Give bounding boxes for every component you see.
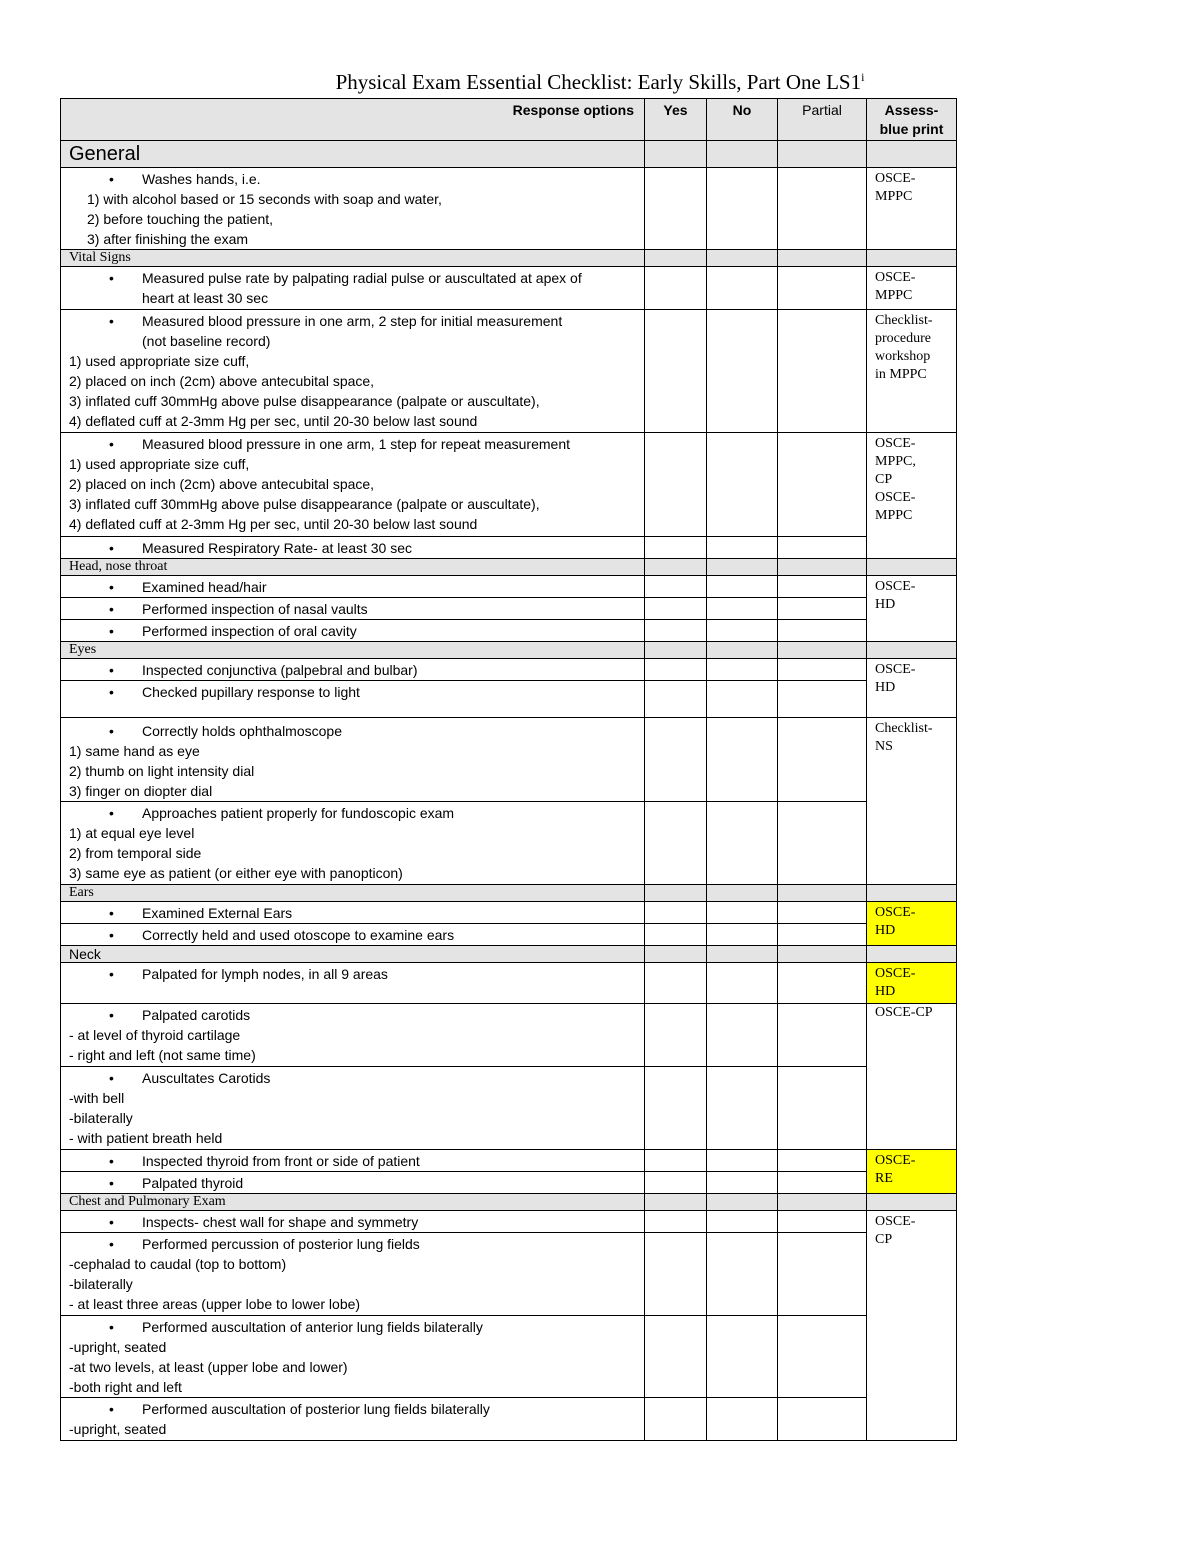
- blueprint-cell: OSCE- MPPC: [867, 168, 957, 250]
- blueprint-cell: OSCE- MPPC, CP OSCE- MPPC: [867, 433, 957, 559]
- table-row: [61, 598, 957, 620]
- yes-checkbox[interactable]: [645, 267, 707, 310]
- blueprint-cell: OSCE- HD: [867, 576, 957, 642]
- blueprint-cell: Checklist- NS: [867, 718, 957, 885]
- yes-checkbox[interactable]: [645, 1150, 707, 1172]
- no-checkbox[interactable]: [707, 902, 778, 924]
- blueprint-cell: OSCE- HD: [867, 902, 957, 946]
- no-checkbox[interactable]: [707, 1150, 778, 1172]
- table-row: [61, 681, 957, 718]
- table-row: [61, 902, 957, 924]
- partial-checkbox[interactable]: [778, 1172, 867, 1194]
- no-checkbox[interactable]: [707, 802, 778, 885]
- blueprint-cell: OSCE- HD: [867, 659, 957, 718]
- item-thyroid-inspect: • Inspected thyroid from front or side of patient: [61, 1150, 645, 1172]
- checklist-table: [60, 98, 957, 1441]
- no-checkbox[interactable]: [707, 310, 778, 433]
- table-row: [61, 576, 957, 598]
- partial-checkbox[interactable]: [778, 310, 867, 433]
- partial-checkbox[interactable]: [778, 598, 867, 620]
- section-chest: Chest and Pulmonary Exam: [61, 1194, 957, 1211]
- item-wash-hands: • Washes hands, i.e. 1) with alcohol based or 15 seconds with soap and water, 2) before touching the patient, 3) after finishing the exam: [61, 168, 645, 250]
- yes-checkbox[interactable]: [645, 620, 707, 642]
- item-auscultates-carotids: • Auscultates Carotids -with bell -bilaterally - with patient breath held: [61, 1067, 645, 1150]
- table-row: [61, 537, 957, 559]
- table-row: [61, 1398, 957, 1441]
- table-row: [61, 802, 957, 885]
- partial-checkbox[interactable]: [778, 802, 867, 885]
- no-checkbox[interactable]: [707, 598, 778, 620]
- page-title: Physical Exam Essential Checklist: Early Skills, Part One LS1$^i$: [335, 70, 865, 94]
- yes-checkbox[interactable]: [645, 963, 707, 1004]
- yes-checkbox[interactable]: [645, 310, 707, 433]
- section-neck: Neck: [61, 946, 957, 963]
- table-row: [61, 168, 957, 250]
- partial-checkbox[interactable]: [778, 924, 867, 946]
- item-thyroid-palpate: • Palpated thyroid: [61, 1172, 645, 1194]
- yes-checkbox[interactable]: [645, 433, 707, 537]
- blueprint-cell: Checklist- procedure workshop in MPPC: [867, 310, 957, 433]
- yes-checkbox[interactable]: [645, 659, 707, 681]
- no-checkbox[interactable]: [707, 267, 778, 310]
- section-eyes: Eyes: [61, 642, 957, 659]
- item-otoscope: • Correctly held and used otoscope to examine ears: [61, 924, 645, 946]
- no-checkbox[interactable]: [707, 1233, 778, 1316]
- yes-checkbox[interactable]: [645, 537, 707, 559]
- yes-checkbox[interactable]: [645, 576, 707, 598]
- partial-checkbox[interactable]: [778, 659, 867, 681]
- item-bp-two-step: • Measured blood pressure in one arm, 2 step for initial measurement (not baseline record) 1) used appropriate size cuff, 2) placed on inch (2cm) above antecubital space, 3) inflated cuff 30mmHg above pulse disappearance (palpate or auscultate), 4) deflated cuff at 2-3mm Hg per sec, until 20-30 below last sound: [61, 310, 645, 433]
- section-general: General: [61, 141, 957, 168]
- item-pupillary: • Checked pupillary response to light: [61, 681, 645, 718]
- partial-checkbox[interactable]: [778, 1398, 867, 1441]
- yes-checkbox[interactable]: [645, 1067, 707, 1150]
- item-fundoscopic: • Approaches patient properly for fundoscopic exam 1) at equal eye level 2) from temporal side 3) same eye as patient (or either eye with panopticon): [61, 802, 645, 885]
- yes-checkbox[interactable]: [645, 598, 707, 620]
- yes-checkbox[interactable]: [645, 924, 707, 946]
- table-row: [61, 433, 957, 537]
- no-checkbox[interactable]: [707, 1067, 778, 1150]
- item-lymph-nodes: • Palpated for lymph nodes, in all 9 areas: [61, 963, 645, 1004]
- table-row: [61, 659, 957, 681]
- partial-checkbox[interactable]: [778, 537, 867, 559]
- item-head-hair: • Examined head/hair: [61, 576, 645, 598]
- yes-checkbox[interactable]: [645, 902, 707, 924]
- item-bp-one-step: • Measured blood pressure in one arm, 1 step for repeat measurement 1) used appropriate size cuff, 2) placed on inch (2cm) above antecubital space, 3) inflated cuff 30mmHg above pulse disappearance (palpate or auscultate), 4) deflated cuff at 2-3mm Hg per sec, until 20-30 below last sound: [61, 433, 645, 537]
- partial-checkbox[interactable]: [778, 168, 867, 250]
- table-row: [61, 1150, 957, 1172]
- no-checkbox[interactable]: [707, 620, 778, 642]
- response-options-header: Response options: [61, 99, 645, 141]
- section-head: Head, nose throat: [61, 559, 957, 576]
- no-checkbox[interactable]: [707, 1398, 778, 1441]
- partial-header: Partial: [778, 99, 867, 141]
- yes-checkbox[interactable]: [645, 1211, 707, 1233]
- yes-checkbox[interactable]: [645, 1398, 707, 1441]
- item-percussion: • Performed percussion of posterior lung fields -cephalad to caudal (top to bottom) -bilaterally - at least three areas (upper lobe to lower lobe): [61, 1233, 645, 1316]
- table-row: [61, 620, 957, 642]
- partial-checkbox[interactable]: [778, 718, 867, 802]
- table-row: [61, 267, 957, 310]
- no-checkbox[interactable]: [707, 1004, 778, 1067]
- no-checkbox[interactable]: [707, 168, 778, 250]
- partial-checkbox[interactable]: [778, 1233, 867, 1316]
- partial-checkbox[interactable]: [778, 1316, 867, 1398]
- no-checkbox[interactable]: [707, 924, 778, 946]
- table-row: [61, 1211, 957, 1233]
- partial-checkbox[interactable]: [778, 576, 867, 598]
- item-oral-cavity: • Performed inspection of oral cavity: [61, 620, 645, 642]
- table-row: [61, 1316, 957, 1398]
- yes-checkbox[interactable]: [645, 1233, 707, 1316]
- no-checkbox[interactable]: [707, 576, 778, 598]
- table-row: [61, 1004, 957, 1067]
- section-vital-signs: Vital Signs: [61, 250, 957, 267]
- blueprint-cell: OSCE- CP: [867, 1211, 957, 1441]
- no-checkbox[interactable]: [707, 433, 778, 537]
- partial-checkbox[interactable]: [778, 620, 867, 642]
- table-row: [61, 1172, 957, 1194]
- header-row: [61, 99, 957, 141]
- item-nasal-vaults: • Performed inspection of nasal vaults: [61, 598, 645, 620]
- yes-checkbox[interactable]: [645, 1004, 707, 1067]
- partial-checkbox[interactable]: [778, 1067, 867, 1150]
- partial-checkbox[interactable]: [778, 1004, 867, 1067]
- partial-checkbox[interactable]: [778, 267, 867, 310]
- yes-header: Yes: [645, 99, 707, 141]
- table-row: [61, 310, 957, 433]
- item-auscultation-anterior: • Performed auscultation of anterior lung fields bilaterally -upright, seated -at two levels, at least (upper lobe and lower) -both right and left: [61, 1316, 645, 1398]
- partial-checkbox[interactable]: [778, 902, 867, 924]
- item-pulse: • Measured pulse rate by palpating radial pulse or auscultated at apex of heart at least 30 sec: [61, 267, 645, 310]
- blueprint-cell: OSCE- RE: [867, 1150, 957, 1194]
- yes-checkbox[interactable]: [645, 1172, 707, 1194]
- item-conjunctiva: • Inspected conjunctiva (palpebral and bulbar): [61, 659, 645, 681]
- section-ears: Ears: [61, 885, 957, 902]
- item-respiratory-rate: • Measured Respiratory Rate- at least 30 sec: [61, 537, 645, 559]
- yes-checkbox[interactable]: [645, 802, 707, 885]
- assess-header: Assess- blue print: [867, 99, 957, 141]
- partial-checkbox[interactable]: [778, 433, 867, 537]
- partial-checkbox[interactable]: [778, 1211, 867, 1233]
- no-checkbox[interactable]: [707, 681, 778, 718]
- no-header: No: [707, 99, 778, 141]
- item-chest-wall: • Inspects- chest wall for shape and symmetry: [61, 1211, 645, 1233]
- blueprint-cell: OSCE- MPPC: [867, 267, 957, 310]
- blueprint-cell: OSCE-CP: [867, 1004, 957, 1150]
- yes-checkbox[interactable]: [645, 168, 707, 250]
- yes-checkbox[interactable]: [645, 1316, 707, 1398]
- no-checkbox[interactable]: [707, 718, 778, 802]
- no-checkbox[interactable]: [707, 537, 778, 559]
- item-external-ears: • Examined External Ears: [61, 902, 645, 924]
- item-palpated-carotids: • Palpated carotids - at level of thyroid cartilage - right and left (not same time): [61, 1004, 645, 1067]
- blueprint-cell: OSCE- HD: [867, 963, 957, 1004]
- yes-checkbox[interactable]: [645, 681, 707, 718]
- table-row: [61, 1067, 957, 1150]
- item-auscultation-posterior: • Performed auscultation of posterior lung fields bilaterally -upright, seated: [61, 1398, 645, 1441]
- table-row: [61, 718, 957, 802]
- table-row: [61, 963, 957, 1004]
- partial-checkbox[interactable]: [778, 1150, 867, 1172]
- no-checkbox[interactable]: [707, 659, 778, 681]
- yes-checkbox[interactable]: [645, 718, 707, 802]
- partial-checkbox[interactable]: [778, 681, 867, 718]
- table-row: [61, 1233, 957, 1316]
- no-checkbox[interactable]: [707, 1172, 778, 1194]
- table-row: [61, 924, 957, 946]
- no-checkbox[interactable]: [707, 963, 778, 1004]
- partial-checkbox[interactable]: [778, 963, 867, 1004]
- item-ophthalmoscope: • Correctly holds ophthalmoscope 1) same hand as eye 2) thumb on light intensity dial 3) finger on diopter dial: [61, 718, 645, 802]
- no-checkbox[interactable]: [707, 1211, 778, 1233]
- no-checkbox[interactable]: [707, 1316, 778, 1398]
